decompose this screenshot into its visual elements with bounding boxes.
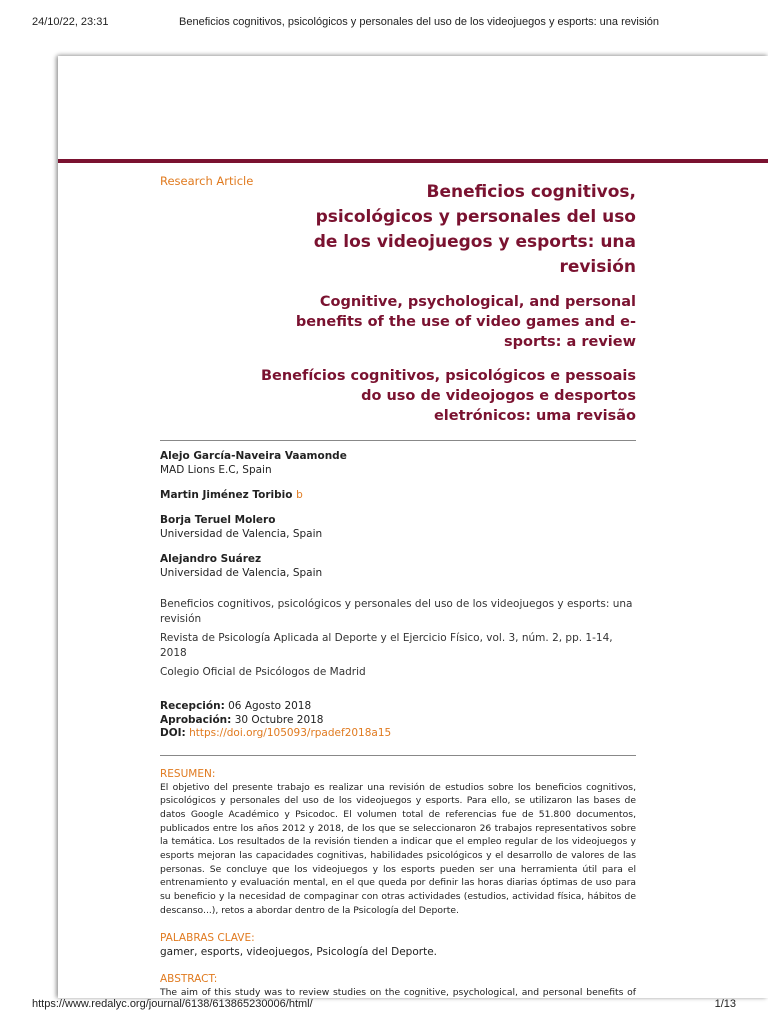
citation-title: Beneficios cognitivos, psicológicos y personales del uso de los videojuegos y esports: una revisión bbox=[160, 598, 633, 625]
article-title-en: Cognitive, psychological, and personal benefits of the use of video games and e-sports: a review bbox=[295, 294, 636, 350]
doi-label: DOI: bbox=[160, 727, 186, 739]
doi-link[interactable]: https://doi.org/105093/rpadef2018a15 bbox=[189, 727, 392, 739]
author-item bbox=[160, 488, 636, 502]
reception-row bbox=[160, 700, 636, 714]
abstract-text: The aim of this study was to review studies on the cognitive, psychological, and personal benefits of bbox=[160, 986, 636, 998]
reception-label: Recepción: bbox=[160, 700, 225, 712]
author-affiliation: MAD Lions E.C, Spain bbox=[160, 464, 272, 476]
author-item bbox=[160, 552, 636, 580]
title-divider bbox=[160, 440, 636, 441]
resumen-text: El objetivo del presente trabajo es realizar una revisión de estudios sobre los beneficios cognitivos, psicológicos y personales del uso de los videojuegos y esports. Para ello, se utilizaron las bases de datos Google Académico y Psicodoc. El volumen total de referencias fue de 51.800 documentos, publicados entre los años 2012 y 2018, de los que se seleccionaron 26 trabajos representativos sobre la temática. Los resultados de la revisión tienden a indicar que el empleo regular de los videojuegos y esports mejoran las capacidades cognitivas, habilidades psicológicos y el desarrollo de valores de las personas. Se concluye que los videojuegos y los esports pueden ser una herramienta útil para el entrenamiento y evaluación mental, en el que queda por definir las horas diarias óptimas de uso para su beneficio y la necesidad de compaginar con otras actividades (estudios, actividad física, hábitos de descanso...), retos a abordar dentro de la Psicología del Deporte. bbox=[160, 781, 636, 916]
abstract-heading: ABSTRACT: bbox=[160, 972, 218, 985]
author-name[interactable]: Alejandro Suárez bbox=[160, 553, 262, 565]
author-name[interactable]: Martin Jiménez Toribio bbox=[160, 489, 293, 501]
author-footnote-marker[interactable]: b bbox=[296, 489, 303, 501]
doi-row bbox=[160, 727, 636, 741]
print-footer bbox=[32, 998, 736, 1014]
author-name[interactable]: Borja Teruel Molero bbox=[160, 514, 276, 526]
article-page bbox=[58, 56, 768, 998]
print-datetime: 24/10/22, 23:31 bbox=[32, 16, 109, 28]
author-item bbox=[160, 513, 636, 541]
reception-value: 06 Agosto 2018 bbox=[228, 700, 312, 712]
article-content bbox=[160, 174, 636, 998]
citation-publisher: Colegio Oficial de Psicólogos de Madrid bbox=[160, 666, 366, 678]
author-name[interactable]: Alejo García-Naveira Vaamonde bbox=[160, 450, 347, 462]
citation-journal: Revista de Psicología Aplicada al Deporte y el Ejercicio Físico, vol. 3, núm. 2, pp. 1-14, 2018 bbox=[160, 632, 613, 659]
title-block bbox=[260, 174, 636, 426]
print-page-number: 1/13 bbox=[714, 998, 736, 1010]
keywords-heading: PALABRAS CLAVE: bbox=[160, 931, 255, 944]
article-type-label: Research Article bbox=[160, 174, 254, 188]
header-rule bbox=[58, 159, 768, 163]
resumen-heading: RESUMEN: bbox=[160, 767, 216, 780]
print-page-title: Beneficios cognitivos, psicológicos y personales del uso de los videojuegos y esports: una revisión bbox=[179, 16, 659, 28]
approval-row bbox=[160, 714, 636, 728]
article-title-pt: Benefícios cognitivos, psicológicos e pessoais do uso de videojogos e desportos eletrónicos: uma revisão bbox=[260, 368, 636, 424]
print-header bbox=[32, 16, 736, 32]
approval-value: 30 Octubre 2018 bbox=[234, 713, 324, 726]
article-title-es: Beneficios cognitivos, psicológicos y personales del uso de los videojuegos y esports: una revisión bbox=[313, 182, 636, 277]
author-item bbox=[160, 449, 636, 477]
abstract-divider bbox=[160, 755, 636, 756]
author-name-row bbox=[160, 488, 636, 502]
author-affiliation: Universidad de Valencia, Spain bbox=[160, 567, 323, 579]
print-url: https://www.redalyc.org/journal/6138/613865230006/html/ bbox=[32, 998, 313, 1010]
citation-block bbox=[160, 597, 636, 680]
keywords-text: gamer, esports, videojuegos, Psicología del Deporte. bbox=[160, 945, 437, 958]
dates-block bbox=[160, 700, 636, 741]
author-list bbox=[160, 449, 636, 580]
approval-label: Aprobación: bbox=[160, 713, 232, 726]
author-affiliation: Universidad de Valencia, Spain bbox=[160, 528, 323, 540]
